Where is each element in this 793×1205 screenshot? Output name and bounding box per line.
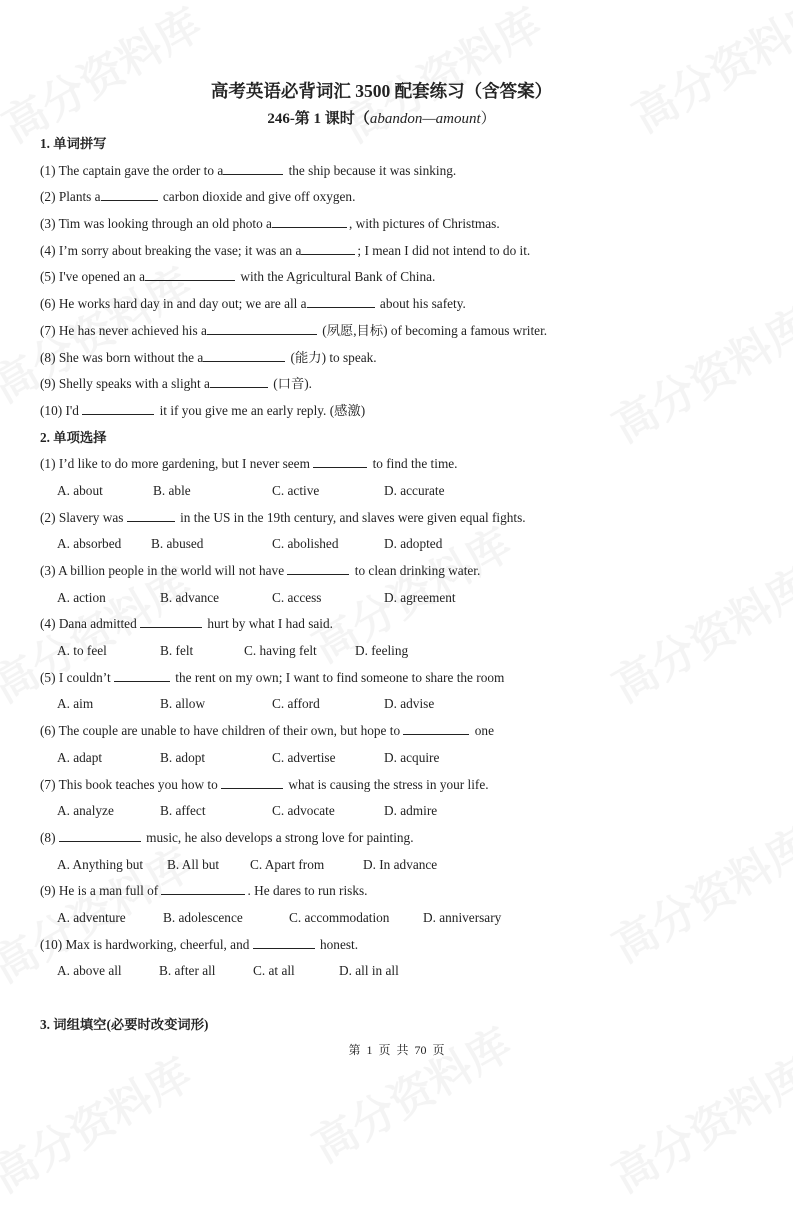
choice-question — [40, 878, 760, 905]
answer-option-c[interactable]: C. advertise — [272, 749, 336, 765]
answer-blank[interactable] — [272, 212, 347, 228]
answer-blank[interactable] — [145, 265, 235, 281]
answer-option-a[interactable]: A. absorbed — [57, 536, 122, 552]
spelling-question — [40, 158, 760, 185]
question-text-before: (10) Max is hardworking, cheerful, and — [40, 936, 253, 952]
section-heading-choice: 2. 单项选择 — [40, 429, 107, 445]
answer-blank[interactable] — [82, 399, 154, 415]
question-text-after: carbon dioxide and give off oxygen. — [159, 189, 356, 205]
spelling-question — [40, 211, 760, 238]
question-text-before: (3) Tim was looking through an old photo a — [40, 216, 272, 232]
document-title: 高考英语必背词汇 3500 配套练习（含答案） — [210, 81, 553, 101]
answer-option-b[interactable]: B. adopt — [160, 749, 206, 765]
answer-option-d[interactable]: D. feeling — [355, 643, 409, 659]
question-text-after: . He dares to run risks. — [247, 883, 368, 899]
answer-blank[interactable] — [221, 773, 283, 789]
choice-question — [40, 451, 760, 478]
answer-option-d[interactable]: D. all in all — [339, 963, 399, 979]
question-text-after: to clean drinking water. — [351, 563, 481, 578]
answer-option-a[interactable]: A. adventure — [57, 909, 126, 925]
answer-option-a[interactable]: A. about — [57, 482, 103, 498]
answer-option-d[interactable]: D. In advance — [363, 856, 438, 872]
question-text-before: (5) I've opened an a — [40, 269, 146, 285]
question-text-after: to find the time. — [369, 456, 458, 472]
choice-question — [40, 825, 760, 852]
question-text-before: (1) The captain gave the order to a — [40, 162, 224, 178]
question-text-before: (2) Slavery was — [40, 509, 127, 525]
answer-option-c[interactable]: C. having felt — [244, 643, 317, 659]
exercise-content — [40, 131, 760, 1038]
question-text-after: (夙愿,目标) of becoming a famous writer. — [318, 322, 548, 338]
answer-option-d[interactable]: D. admire — [384, 803, 438, 819]
subtitle-prefix: 246-第 1 课时（ — [267, 111, 370, 127]
answer-blank[interactable] — [140, 612, 202, 628]
answer-blank[interactable] — [313, 452, 367, 468]
watermark-text — [599, 1039, 793, 1204]
answer-option-c[interactable]: C. accommodation — [289, 909, 390, 925]
question-text-after: ; I mean I did not intend to do it. — [357, 242, 531, 258]
document-subtitle — [0, 107, 763, 128]
answer-blank[interactable] — [161, 879, 245, 895]
section-heading-spelling: 1. 单词拼写 — [40, 136, 107, 151]
answer-option-a[interactable]: A. Anything but — [57, 856, 144, 872]
subtitle-suffix: ） — [480, 111, 496, 127]
page-footer: 第 1 页 共 70 页 — [348, 1043, 445, 1057]
answer-option-b[interactable]: B. able — [153, 482, 191, 498]
choice-question — [40, 718, 760, 745]
choice-question — [40, 558, 760, 585]
answer-options — [40, 852, 760, 879]
answer-blank[interactable] — [301, 239, 355, 255]
answer-blank[interactable] — [203, 346, 285, 362]
spelling-question — [40, 398, 760, 425]
answer-options — [40, 905, 760, 932]
answer-option-d[interactable]: D. agreement — [384, 589, 456, 605]
answer-option-b[interactable]: B. felt — [160, 643, 194, 659]
answer-option-a[interactable]: A. above all — [57, 963, 122, 979]
answer-option-d[interactable]: D. advise — [384, 696, 435, 712]
answer-option-b[interactable]: B. abused — [151, 536, 204, 552]
answer-blank[interactable] — [210, 372, 268, 388]
question-text-before: (4) Dana admitted — [40, 616, 141, 632]
question-text-after: one — [471, 723, 494, 739]
answer-blank[interactable] — [127, 506, 175, 522]
question-text-after: honest. — [316, 936, 359, 952]
choice-question — [40, 611, 760, 638]
answer-blank[interactable] — [59, 826, 141, 842]
answer-option-b[interactable]: B. allow — [160, 696, 206, 712]
question-text-after: in the US in the 19th century, and slaves were given equal fights. — [176, 509, 526, 525]
question-text-after: , with pictures of Christmas. — [348, 216, 500, 232]
question-text-before: (8) She was born without the a — [40, 349, 204, 365]
spacer — [40, 985, 760, 1012]
answer-option-c[interactable]: C. Apart from — [250, 856, 325, 872]
answer-blank[interactable] — [307, 292, 375, 308]
answer-option-d[interactable]: D. acquire — [384, 749, 440, 765]
watermark-text — [0, 1039, 201, 1204]
question-text-after: the ship because it was sinking. — [285, 162, 457, 178]
question-text-after: (能力) to speak. — [287, 349, 377, 365]
answer-option-b[interactable]: B. advance — [160, 589, 220, 605]
question-text-after: the rent on my own; I want to find someone to share the room — [171, 669, 505, 685]
answer-option-c[interactable]: C. active — [272, 482, 320, 498]
question-text-before: (10) I'd — [40, 402, 83, 418]
answer-options — [40, 691, 760, 718]
answer-options — [40, 585, 760, 612]
answer-options — [40, 531, 760, 558]
question-text-before: (9) He is a man full of — [40, 883, 162, 899]
spelling-question — [40, 291, 760, 318]
spelling-question — [40, 238, 760, 265]
answer-option-c[interactable]: C. access — [272, 589, 322, 605]
question-text-before: (4) I’m sorry about breaking the vase; it was an a — [40, 242, 302, 258]
spelling-question — [40, 318, 760, 345]
section-heading-phrases: 3. 词组填空(必要时改变词形) — [40, 1016, 209, 1032]
answer-options — [40, 745, 760, 772]
question-text-before: (8) — [40, 829, 59, 845]
answer-option-c[interactable]: C. afford — [272, 696, 320, 712]
spelling-question — [40, 264, 760, 291]
answer-blank[interactable] — [114, 666, 170, 682]
answer-blank[interactable] — [253, 933, 315, 949]
answer-options — [40, 638, 760, 665]
answer-option-a[interactable]: A. analyze — [57, 803, 114, 819]
question-text-before: (5) I couldn’t — [40, 669, 114, 685]
choice-question — [40, 665, 760, 692]
answer-options — [40, 798, 760, 825]
answer-option-c[interactable]: C. advocate — [272, 803, 335, 819]
answer-option-a[interactable]: A. to feel — [57, 643, 107, 659]
question-text-before: (7) He has never achieved his a — [40, 322, 207, 338]
answer-blank[interactable] — [223, 159, 283, 175]
answer-option-b[interactable]: B. affect — [160, 803, 206, 819]
question-text-after: with the Agricultural Bank of China. — [237, 269, 436, 285]
answer-option-a[interactable]: A. action — [57, 589, 106, 605]
answer-blank[interactable] — [101, 185, 158, 201]
question-text-after: about his safety. — [376, 296, 466, 312]
choice-question — [40, 772, 760, 799]
answer-option-c[interactable]: C. abolished — [272, 536, 339, 552]
answer-options — [40, 478, 760, 505]
answer-option-d[interactable]: D. accurate — [384, 482, 445, 498]
answer-option-b[interactable]: B. All but — [167, 856, 220, 872]
spelling-question — [40, 184, 760, 211]
question-text-after: music, he also develops a strong love for painting. — [142, 829, 414, 845]
choice-question — [40, 505, 760, 532]
answer-option-d[interactable]: D. adopted — [384, 536, 443, 552]
subtitle-range: abandon—amount — [369, 111, 481, 127]
question-text-before: (6) The couple are unable to have children of their own, but hope to — [40, 723, 404, 739]
answer-option-b[interactable]: B. adolescence — [163, 909, 243, 925]
question-text-before: (1) I’d like to do more gardening, but I never seem — [40, 456, 314, 472]
question-text-after: what is causing the stress in your life. — [285, 776, 489, 792]
spelling-questions — [40, 158, 760, 425]
question-text-before: (9) Shelly speaks with a slight a — [40, 376, 210, 392]
answer-option-d[interactable]: D. anniversary — [423, 909, 502, 925]
question-text-after: it if you give me an early reply. (感激) — [156, 402, 366, 418]
question-text-before: (6) He works hard day in and day out; we are all a — [40, 296, 307, 312]
answer-option-a[interactable]: A. aim — [57, 696, 94, 712]
question-text-before: (7) This book teaches you how to — [40, 776, 222, 792]
answer-option-a[interactable]: A. adapt — [57, 749, 103, 765]
question-text-before: (3) A billion people in the world will not have — [40, 563, 288, 578]
answer-option-c[interactable]: C. at all — [253, 963, 295, 979]
question-text-before: (2) Plants a — [40, 189, 101, 205]
answer-blank[interactable] — [403, 719, 469, 735]
choice-questions — [40, 451, 760, 985]
spelling-question — [40, 345, 760, 372]
answer-blank[interactable] — [207, 319, 317, 335]
spelling-question — [40, 371, 760, 398]
answer-options — [40, 958, 760, 985]
answer-option-b[interactable]: B. after all — [159, 963, 216, 979]
answer-blank[interactable] — [287, 559, 349, 575]
choice-question — [40, 932, 760, 959]
question-text-after: (口音). — [269, 376, 312, 392]
question-text-after: hurt by what I had said. — [204, 616, 333, 632]
